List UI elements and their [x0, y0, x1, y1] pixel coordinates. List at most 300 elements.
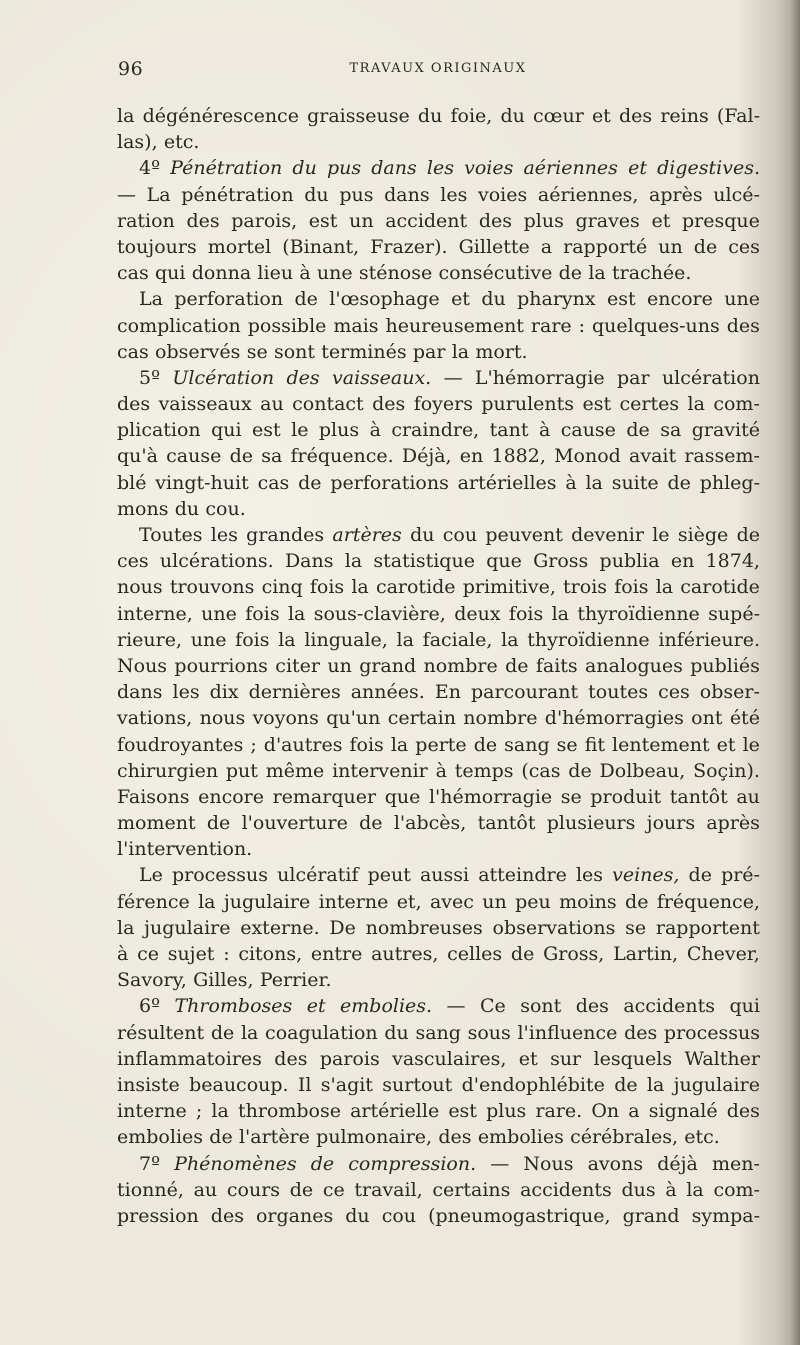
- word: au: [736, 785, 760, 808]
- word: qui: [729, 995, 760, 1018]
- word: le: [742, 733, 760, 756]
- word: perforations: [330, 471, 449, 494]
- word: com-: [713, 393, 760, 416]
- word: surtout: [382, 1073, 453, 1096]
- word: et,: [396, 890, 422, 913]
- word: des: [726, 1100, 760, 1123]
- word: pénétration: [181, 183, 294, 206]
- word: moment: [117, 812, 196, 835]
- word: tantôt: [669, 785, 728, 808]
- word: d'hémorragies: [544, 707, 684, 730]
- word: 4º: [139, 157, 161, 180]
- word: cas: [257, 471, 290, 494]
- word: cas: [117, 262, 149, 285]
- word: Il: [297, 1073, 312, 1096]
- word: la: [686, 1178, 704, 1201]
- text-line: [117, 391, 760, 417]
- word: à: [117, 943, 129, 965]
- word: été: [729, 707, 760, 730]
- text-line: [117, 862, 760, 888]
- word: peu: [515, 890, 551, 913]
- word: voyons: [252, 707, 319, 730]
- word: la: [551, 602, 570, 625]
- word: la: [396, 628, 414, 651]
- word: plication: [117, 419, 201, 442]
- word: vaisseaux: [158, 393, 252, 416]
- word: pré-: [721, 864, 760, 887]
- word: sous-clavière,: [313, 602, 446, 625]
- word: observations: [492, 916, 616, 939]
- word: embolies.: [340, 995, 433, 1018]
- word: tionné,: [117, 1178, 184, 1201]
- word: toujours: [117, 235, 197, 258]
- word: de: [667, 471, 691, 494]
- word: de: [558, 262, 583, 285]
- word: citer: [275, 654, 320, 677]
- word: la: [451, 340, 470, 363]
- text-line: [117, 1046, 760, 1072]
- word: avait: [629, 445, 677, 468]
- word: se: [625, 916, 647, 939]
- word: ce: [137, 943, 159, 965]
- word: gravité: [691, 419, 760, 442]
- word: rare: [530, 314, 572, 337]
- word: de: [210, 1021, 235, 1044]
- word: et: [451, 288, 470, 311]
- word: publiés: [690, 654, 760, 677]
- word: fréquence.: [290, 445, 394, 468]
- word: ulcé-: [713, 183, 760, 206]
- word: la: [646, 1073, 665, 1096]
- word: dans: [384, 183, 430, 206]
- word: (pneumogastrique,: [428, 1204, 611, 1227]
- word: dus: [621, 1178, 656, 1201]
- word: insiste: [117, 1073, 180, 1096]
- word: —: [117, 183, 136, 206]
- word: la: [287, 602, 306, 625]
- word: organes: [255, 1204, 334, 1227]
- text-line: [117, 1203, 760, 1229]
- word: des: [438, 1126, 472, 1149]
- word: le: [652, 524, 670, 546]
- word: Monod: [554, 445, 621, 468]
- word: grandes: [246, 524, 325, 546]
- text-line: [117, 967, 760, 993]
- word: la: [390, 733, 409, 756]
- word: du: [292, 157, 317, 180]
- text-line: [117, 443, 760, 469]
- word: aériennes,: [537, 183, 639, 206]
- word: avons: [587, 1152, 644, 1175]
- text-line: [117, 103, 760, 129]
- word: Gross,: [543, 943, 605, 965]
- word: jugulaire: [673, 1073, 760, 1096]
- word: fois: [508, 602, 544, 625]
- text-line: [117, 574, 760, 600]
- word: des: [624, 1021, 658, 1044]
- word: lieu: [257, 262, 294, 285]
- word: ;: [195, 1100, 203, 1123]
- word: de: [505, 654, 529, 677]
- word: rapporté: [563, 235, 648, 258]
- word: Ce: [479, 995, 506, 1018]
- word: Ulcération: [172, 366, 275, 389]
- word: men-: [711, 1152, 760, 1175]
- word: d'autres: [263, 733, 343, 756]
- word: aériennes: [523, 157, 618, 180]
- word: certes: [619, 393, 680, 416]
- word: cas: [117, 340, 149, 363]
- word: les: [172, 681, 200, 704]
- word: déjà: [657, 1152, 698, 1175]
- word: de: [625, 890, 649, 913]
- word: la: [655, 576, 674, 599]
- word: embolies: [477, 1126, 564, 1149]
- word: et: [716, 733, 736, 756]
- page-number: 96: [118, 58, 144, 80]
- word: citons,: [238, 943, 303, 965]
- word: foyers: [413, 393, 473, 416]
- word: des: [186, 209, 220, 232]
- word: statistique: [373, 550, 475, 573]
- word: se: [246, 340, 268, 363]
- word: des: [478, 209, 512, 232]
- word: De: [329, 916, 356, 939]
- word: parois: [319, 1047, 380, 1070]
- word: de: [693, 235, 718, 258]
- word: mais: [333, 314, 379, 337]
- text-line: [117, 601, 760, 627]
- word: externe.: [240, 916, 320, 939]
- word: interne,: [117, 602, 193, 625]
- text-line: [117, 1020, 760, 1046]
- word: linguale,: [304, 628, 388, 651]
- word: Nous: [523, 1152, 574, 1175]
- word: accidents: [623, 995, 716, 1018]
- word: pus: [339, 183, 374, 206]
- word: fois: [614, 576, 649, 599]
- word: cause: [560, 419, 616, 442]
- word: donna: [191, 262, 252, 285]
- word: ces: [728, 235, 760, 258]
- text-line: [117, 889, 760, 915]
- word: la: [344, 550, 363, 573]
- word: de: [298, 471, 322, 494]
- word: fois: [349, 733, 384, 756]
- word: devenir: [571, 524, 644, 546]
- word: résultent: [117, 1021, 205, 1044]
- word: est: [582, 393, 612, 416]
- word: ces: [117, 550, 149, 573]
- word: qui: [211, 419, 242, 442]
- word: dans: [371, 157, 417, 180]
- word: d'endophlébite: [461, 1073, 605, 1096]
- word: de: [294, 288, 318, 311]
- word: la: [351, 576, 369, 599]
- word: au: [260, 393, 284, 416]
- word: entre: [310, 943, 363, 965]
- word: un: [658, 235, 683, 258]
- word: de: [206, 812, 231, 835]
- word: la: [687, 393, 705, 416]
- word: de: [310, 1152, 335, 1175]
- word: les: [575, 864, 604, 887]
- word: celles: [447, 943, 503, 965]
- word: thrombose: [237, 1100, 341, 1123]
- word: ces: [658, 681, 690, 704]
- word: terminés: [321, 340, 407, 363]
- word: une: [201, 602, 237, 625]
- word: artérielle: [350, 1100, 440, 1123]
- word: contact: [292, 393, 364, 416]
- word: 7º: [139, 1152, 161, 1175]
- word: Gross: [533, 550, 589, 573]
- word: de: [736, 524, 760, 546]
- word: les: [426, 157, 454, 180]
- word: complication: [117, 314, 241, 337]
- word: un: [327, 654, 352, 677]
- word: à: [369, 419, 381, 442]
- word: s'agit: [320, 1073, 373, 1096]
- word: des: [210, 1204, 244, 1227]
- word: 6º: [139, 995, 161, 1018]
- word: vasculaires,: [392, 1047, 507, 1070]
- word: des: [575, 995, 609, 1018]
- word: sur: [550, 1047, 582, 1070]
- word: à: [435, 759, 447, 782]
- word: qu'un: [326, 707, 381, 730]
- word: 1882,: [491, 445, 546, 468]
- word: graves: [575, 209, 640, 232]
- word: rieure,: [117, 628, 183, 651]
- word: nombre: [463, 707, 538, 730]
- word: jugulaire: [144, 916, 231, 939]
- word: Perrier.: [259, 969, 332, 992]
- word: rassem-: [684, 445, 760, 468]
- word: Chever,: [686, 943, 760, 965]
- word: En: [434, 681, 461, 704]
- word: blé: [117, 471, 147, 494]
- word: interne: [117, 1100, 187, 1123]
- text-line: [117, 1098, 760, 1124]
- word: du: [410, 524, 435, 546]
- word: sa: [660, 419, 682, 442]
- word: de: [359, 812, 383, 835]
- word: possible: [247, 314, 327, 337]
- word: Thromboses: [174, 995, 293, 1018]
- word: trouvons: [169, 576, 255, 599]
- word: fois: [235, 628, 270, 651]
- word: à: [565, 471, 577, 494]
- word: des: [618, 105, 653, 127]
- text-line: [117, 941, 760, 967]
- word: —: [490, 1152, 510, 1175]
- text-line: [117, 679, 760, 705]
- word: inférieure.: [658, 628, 760, 651]
- word: interne: [318, 890, 389, 913]
- running-head: TRAVAUX ORIGINAUX: [349, 61, 527, 76]
- word: observés: [155, 340, 241, 363]
- word: carotide: [375, 576, 456, 599]
- word: jugulaire: [223, 890, 311, 913]
- text-line: [117, 627, 760, 653]
- word: thyroïdienne: [577, 602, 700, 625]
- word: a: [628, 1100, 640, 1123]
- word: perforation: [174, 288, 284, 311]
- word: (Fal-: [716, 105, 760, 127]
- word: encore: [198, 785, 264, 808]
- word: remarquer: [272, 785, 377, 808]
- word: :: [223, 943, 230, 965]
- word: même: [265, 759, 325, 782]
- word: l'influence: [517, 1021, 618, 1044]
- word: rapportent: [655, 916, 760, 939]
- word: cœur: [533, 105, 584, 127]
- word: quelques-uns: [592, 314, 720, 337]
- word: est: [606, 288, 636, 311]
- word: mons: [117, 497, 169, 520]
- word: la: [211, 1100, 229, 1123]
- word: sujet: [167, 943, 215, 965]
- word: de: [229, 445, 253, 468]
- word: 5º: [139, 366, 161, 389]
- word: des: [117, 393, 151, 416]
- word: nombre: [423, 654, 498, 677]
- word: faciale,: [422, 628, 493, 651]
- word: vations,: [117, 707, 193, 730]
- word: férence: [117, 890, 190, 913]
- word: du: [500, 105, 525, 127]
- word: embolies: [117, 1126, 204, 1149]
- word: Soçin).: [693, 759, 760, 782]
- word: consécutive: [438, 262, 553, 285]
- word: et: [591, 105, 611, 127]
- word: en: [670, 550, 695, 573]
- word: est: [308, 209, 338, 232]
- word: la: [117, 105, 135, 127]
- word: et: [651, 209, 671, 232]
- word: avec: [429, 890, 474, 913]
- word: après: [706, 812, 760, 835]
- word: peuvent: [485, 524, 563, 546]
- word: inflammatoires: [117, 1047, 262, 1070]
- word: plusieurs: [546, 812, 636, 835]
- word: pus: [326, 157, 362, 180]
- word: des: [274, 1047, 308, 1070]
- text-line: [117, 522, 760, 548]
- word: nous: [117, 576, 163, 599]
- word: cause: [166, 445, 222, 468]
- word: sang: [504, 733, 550, 756]
- word: artères: [332, 524, 402, 546]
- word: au: [193, 1178, 218, 1201]
- word: dernières: [248, 681, 341, 704]
- word: du: [384, 1021, 409, 1044]
- text-line: [117, 653, 760, 679]
- word: Gillette: [458, 235, 530, 258]
- word: voies: [464, 157, 514, 180]
- word: à: [538, 419, 551, 442]
- text-line: [117, 1072, 760, 1098]
- text-line: [117, 470, 760, 496]
- word: faits: [535, 654, 578, 677]
- word: est: [252, 419, 281, 442]
- word: vaisseaux.: [332, 366, 432, 389]
- text-line: [117, 732, 760, 758]
- word: obser-: [699, 681, 760, 704]
- word: certain: [387, 707, 456, 730]
- word: produit: [590, 785, 662, 808]
- word: lentement: [612, 733, 710, 756]
- text-line: [117, 260, 760, 286]
- word: Savory,: [117, 969, 187, 992]
- text-line: [117, 313, 760, 339]
- word: dégénérescence: [142, 105, 299, 127]
- word: etc.: [684, 1126, 720, 1149]
- word: On: [591, 1100, 620, 1123]
- word: (Binant,: [282, 235, 360, 258]
- word: siège: [677, 524, 729, 546]
- word: fréquence,: [656, 890, 760, 913]
- word: la: [240, 1021, 259, 1044]
- word: pression: [117, 1204, 199, 1227]
- word: moins: [559, 890, 617, 913]
- word: Lartin,: [613, 943, 679, 965]
- page-edge-shadow: [790, 0, 800, 1345]
- word: trachée.: [612, 262, 692, 285]
- word: Faisons: [117, 785, 190, 808]
- word: une: [724, 288, 760, 311]
- word: Pénétration: [170, 157, 283, 180]
- word: deux: [454, 602, 501, 625]
- word: foudroyantes: [117, 733, 244, 756]
- word: une: [190, 628, 227, 651]
- word: Nous: [117, 654, 168, 677]
- word: sous: [467, 1021, 511, 1044]
- word: L'hémorragie: [474, 366, 605, 389]
- word: à: [665, 1178, 677, 1201]
- word: des: [372, 393, 406, 416]
- word: nous: [199, 707, 246, 730]
- text-line: [117, 417, 760, 443]
- word: atteindre: [478, 864, 567, 887]
- word: du: [481, 288, 506, 311]
- word: du: [345, 1204, 370, 1227]
- word: des: [726, 314, 760, 337]
- word: Déjà,: [401, 445, 452, 468]
- word: purulents: [481, 393, 575, 416]
- text-line: [117, 496, 760, 522]
- page-header: [118, 58, 758, 88]
- word: fois: [245, 602, 280, 625]
- word: com-: [713, 1178, 760, 1201]
- text-line: [117, 129, 760, 155]
- word: cérébrales,: [570, 1126, 678, 1149]
- text-line: [117, 784, 760, 810]
- word: cinq: [261, 576, 303, 599]
- word: grand: [622, 1204, 680, 1227]
- word: ration: [117, 209, 175, 232]
- word: foie,: [450, 105, 493, 127]
- body-text: [117, 103, 760, 1229]
- word: ce: [322, 1178, 345, 1201]
- text-line: [117, 155, 760, 181]
- word: perte: [415, 733, 467, 756]
- word: grand: [359, 654, 417, 677]
- word: :: [578, 314, 586, 337]
- word: la: [278, 628, 296, 651]
- word: plus: [523, 209, 564, 232]
